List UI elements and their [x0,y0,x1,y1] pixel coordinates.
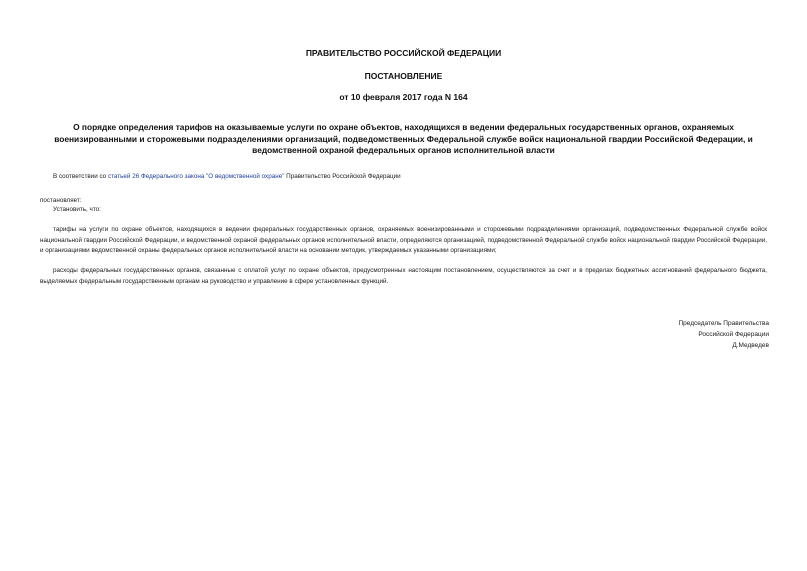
establish-text: Установить, что: [53,206,101,213]
document-type: ПОСТАНОВЛЕНИЕ [364,71,443,81]
paragraph-expenses: расходы федеральных государственных органов, связанные с оплатой услуг по охране объектов, предусмотренных настоящим постановлением, осуществляются за счет и в пределах бюджетных ассигнований федерального бюджета, выделяемых федеральным государственным органам на руководство и управление в сфере установленных функций. [40,267,767,285]
document-date-number: от 10 февраля 2017 года N 164 [339,92,468,102]
document-title: О порядке определения тарифов на оказываемые услуги по охране объектов, находящихся в ведении федеральных государственных органов, охраняемых военизированными и сторожевыми подразделениями организаций, подведомственных Федеральной службе войск национальной гвардии Российской Федерации, и ведомственной охраной федеральных органов исполнительной власти [54,122,753,155]
government-heading: ПРАВИТЕЛЬСТВО РОССИЙСКОЙ ФЕДЕРАЦИИ [305,48,502,58]
signature-position-line1: Председатель Правительства [678,320,769,327]
signature-name: Д.Медведев [732,342,769,349]
resolves-text: постановляет: [40,197,82,204]
preamble-suffix: Правительство Российской Федерации [284,173,401,180]
law-article-link[interactable]: статьей 26 Федерального закона "О ведомственной охране" [107,173,285,180]
preamble-prefix: В соответствии со [53,173,108,180]
preamble [53,172,753,183]
signature-position-line2: Российской Федерации [698,331,769,338]
paragraph-tariffs: тарифы на услуги по охране объектов, находящихся в ведении федеральных государственных органов, охраняемых военизированными и сторожевыми подразделениями организаций, подведомственных Федеральной службе войск национальной гвардии Российской Федерации, и ведомственной охраной федеральных органов исполнительной власти, определяются организацией, подведомственной Федеральной службе войск национальной гвардии Российской Федерации, и организациями ведомственной охраны федеральных органов исполнительной власти на основании методик, утверждаемых указанными организациями; [40,226,767,254]
